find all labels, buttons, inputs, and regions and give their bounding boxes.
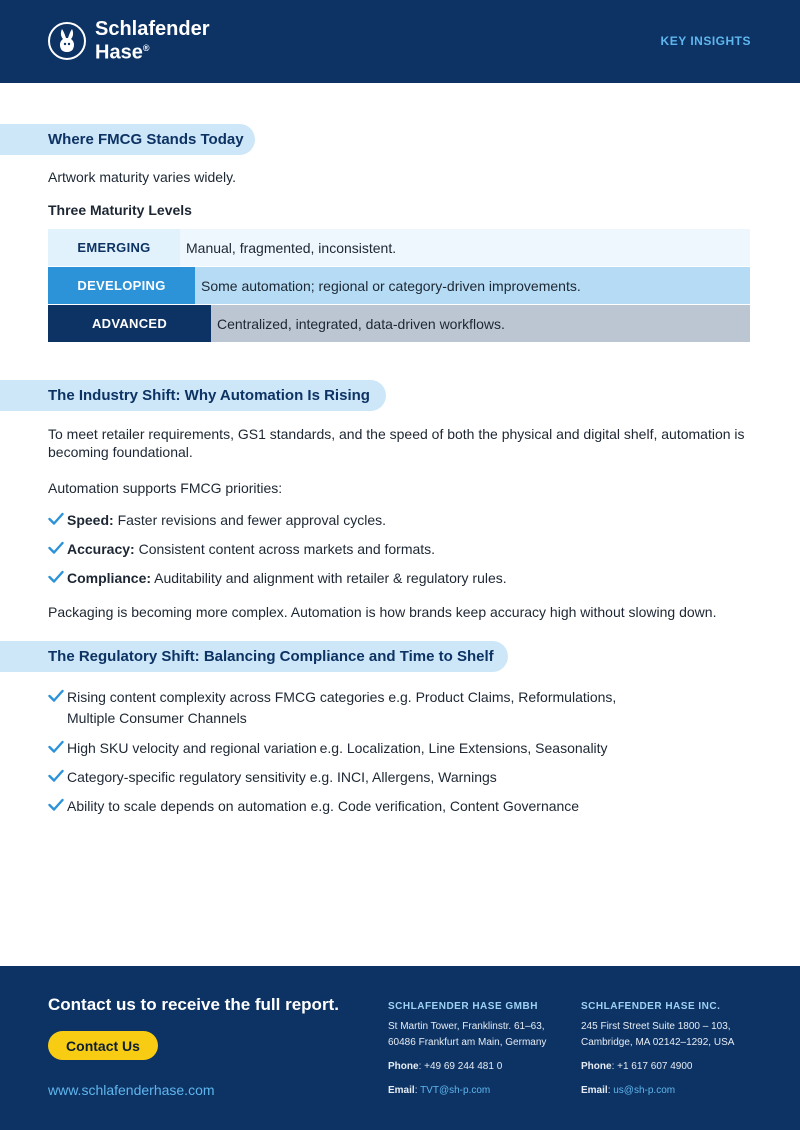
section-title-fmcg-today: Where FMCG Stands Today <box>0 124 255 155</box>
checkmark-icon <box>48 688 67 729</box>
priority-text: Consistent content across markets and formats. <box>134 541 436 557</box>
office-address-line: 245 First Street Suite 1800 – 103, <box>581 1021 731 1032</box>
office-address-line: 60486 Frankfurt am Main, Germany <box>388 1037 547 1048</box>
contact-us-button[interactable]: Contact Us <box>48 1031 158 1060</box>
regulatory-item <box>48 738 608 760</box>
registered-mark: ® <box>142 43 150 53</box>
checkmark-icon <box>48 797 67 818</box>
regulatory-item <box>48 687 616 729</box>
regulatory-item-text: Category-specific regulatory sensitivity e.g. INCI, Allergens, Warnings <box>67 769 497 785</box>
email-label: Email <box>388 1085 415 1096</box>
maturity-label: EMERGING <box>48 229 180 266</box>
priority-text: Faster revisions and fewer approval cycles. <box>113 512 387 528</box>
section-title-regulatory-shift: The Regulatory Shift: Balancing Compliance and Time to Shelf <box>0 641 508 672</box>
priority-term: Compliance: <box>67 570 152 586</box>
maturity-desc: Manual, fragmented, inconsistent. <box>180 229 750 266</box>
maturity-row-developing <box>48 267 750 304</box>
email-separator: : <box>607 1085 614 1096</box>
brand-logo[interactable] <box>48 20 209 63</box>
regulatory-item-text: Ability to scale depends on automation e.g. Code verification, Content Governance <box>67 798 580 814</box>
checkmark-icon <box>48 511 67 532</box>
regulatory-item-text: High SKU velocity and regional variation e.g. Localization, Line Extensions, Seasonality <box>67 740 608 756</box>
phone-label: Phone <box>581 1061 612 1072</box>
maturity-subtitle: Three Maturity Levels <box>48 202 192 218</box>
office-address-line: Cambridge, MA 02142–1292, USA <box>581 1037 735 1048</box>
section-title-industry-shift: The Industry Shift: Why Automation Is Rising <box>0 380 386 411</box>
priority-term: Accuracy: <box>67 541 135 557</box>
header-tag: KEY INSIGHTS <box>660 34 751 48</box>
rabbit-icon <box>48 22 86 60</box>
brand-name <box>95 20 209 63</box>
office-name: SCHLAFENDER HASE GMBH <box>388 1001 538 1012</box>
regulatory-item-text: Rising content complexity across FMCG categories e.g. Product Claims, Reformulations, <box>67 689 617 705</box>
checkmark-icon <box>48 768 67 789</box>
packaging-paragraph: Packaging is becoming more complex. Automation is how brands keep accuracy high without slowing down. <box>48 604 717 620</box>
checkmark-icon <box>48 739 67 760</box>
priorities-intro: Automation supports FMCG priorities: <box>48 480 283 496</box>
email-label: Email <box>581 1085 608 1096</box>
industry-paragraph: To meet retailer requirements, GS1 standards, and the speed of both the physical and digital shelf, automation is becoming foundational. <box>48 426 745 460</box>
office-phone[interactable]: : +1 617 607 4900 <box>611 1061 693 1072</box>
office-phone[interactable]: : +49 69 244 481 0 <box>418 1061 503 1072</box>
page-footer <box>0 966 800 1130</box>
office-usa <box>581 999 734 1099</box>
priority-item-accuracy <box>48 539 435 561</box>
phone-label: Phone <box>388 1061 419 1072</box>
office-email-link[interactable]: TVT@sh-p.com <box>420 1085 491 1096</box>
maturity-label: DEVELOPING <box>48 267 195 304</box>
regulatory-item-text-cont: Multiple Consumer Channels <box>67 710 247 726</box>
office-name: SCHLAFENDER HASE INC. <box>581 1001 721 1012</box>
office-email-link[interactable]: us@sh-p.com <box>613 1085 676 1096</box>
brand-line-2: Hase <box>95 41 143 64</box>
priority-item-compliance <box>48 568 507 590</box>
regulatory-item <box>48 767 497 789</box>
checkmark-icon <box>48 569 67 590</box>
maturity-label: ADVANCED <box>48 305 211 342</box>
regulatory-item <box>48 796 579 818</box>
priority-item-speed <box>48 510 386 532</box>
maturity-desc: Some automation; regional or category-driven improvements. <box>195 267 750 304</box>
office-germany <box>388 999 546 1099</box>
priority-text: Auditability and alignment with retailer & regulatory rules. <box>151 570 507 586</box>
maturity-row-emerging <box>48 229 750 266</box>
priority-term: Speed: <box>67 512 114 528</box>
website-link[interactable]: www.schlafenderhase.com <box>48 1082 215 1098</box>
footer-title: Contact us to receive the full report. <box>48 995 339 1014</box>
maturity-intro: Artwork maturity varies widely. <box>48 169 237 185</box>
email-separator: : <box>414 1085 421 1096</box>
maturity-desc: Centralized, integrated, data-driven workflows. <box>211 305 750 342</box>
page-header <box>0 0 800 83</box>
brand-line-1: Schlafender <box>95 18 210 40</box>
office-address-line: St Martin Tower, Franklinstr. 61–63, <box>388 1021 545 1032</box>
checkmark-icon <box>48 540 67 561</box>
maturity-row-advanced <box>48 305 750 342</box>
